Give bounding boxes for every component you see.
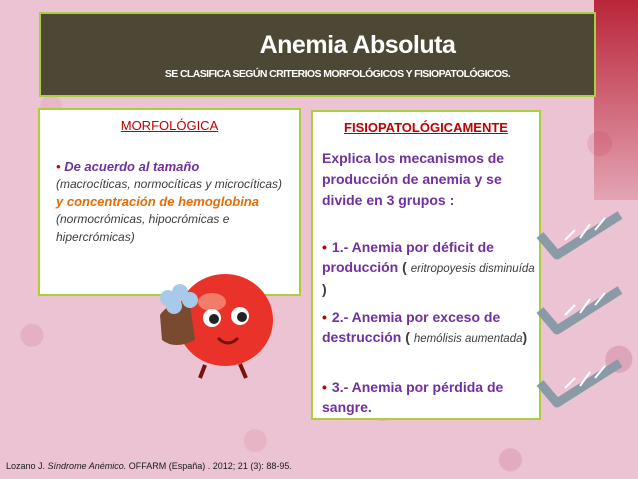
bullet-dot: • (322, 379, 327, 395)
slide-title: Anemia Absoluta (259, 31, 456, 59)
citation (6, 461, 292, 471)
bullet-dot: • (322, 309, 327, 325)
decorative-stripe (594, 0, 638, 200)
physiopathological-header: FISIOPATOLÓGICAMENTE (344, 120, 508, 135)
checkmark-icon (535, 285, 625, 335)
bullet-lead: De acuerdo al tamaño (64, 159, 200, 174)
physiopathological-panel (311, 110, 541, 420)
title-banner (39, 12, 596, 97)
citation-author: Lozano J. (6, 461, 46, 471)
group-main: 2.- Anemia por exceso de destrucción (322, 309, 501, 345)
citation-rest: OFFARM (España) . 2012; 21 (3): 88-95. (128, 461, 292, 471)
group-item: • 1.- Anemia por déficit de producción ( eritropoyesis disminuída ) (322, 239, 535, 297)
group-item: • 2.- Anemia por exceso de destrucción ( hemólisis aumentada) (322, 309, 528, 345)
morphological-bullet (56, 158, 288, 246)
physiopathological-intro: Explica los mecanismos de producción de anemia y se divide en 3 grupos : (322, 150, 505, 208)
bullet-dot: • (322, 239, 327, 255)
citation-work: Síndrome Anémico. (47, 461, 127, 471)
checkmark-icon (535, 358, 625, 408)
size-types: (macrocíticas, normocíticas y microcíticas) (56, 177, 283, 191)
group-main: 3.- Anemia por pérdida de sangre. (322, 379, 504, 415)
bullet-dot: • (56, 159, 61, 174)
red-cell-mascot-illustration (140, 240, 280, 380)
group-main: 1.- Anemia por déficit de producción (322, 239, 494, 275)
group-detail: eritropoyesis disminuída (410, 263, 535, 275)
color-types: (normocrómicas, hipocrómicas e hipercrómicas) (56, 212, 230, 244)
slide-subtitle: SE CLASIFICA SEGÚN CRITERIOS MORFOLÓGICOS Y FISIOPATOLÓGICOS. (164, 68, 511, 80)
group-item (322, 377, 540, 417)
concentration-connector: y concentración de hemoglobina (56, 194, 259, 209)
group-detail: hemólisis aumentada (413, 333, 523, 345)
checkmark-icon (535, 210, 625, 260)
morphological-header: MORFOLÓGICA (120, 118, 219, 133)
